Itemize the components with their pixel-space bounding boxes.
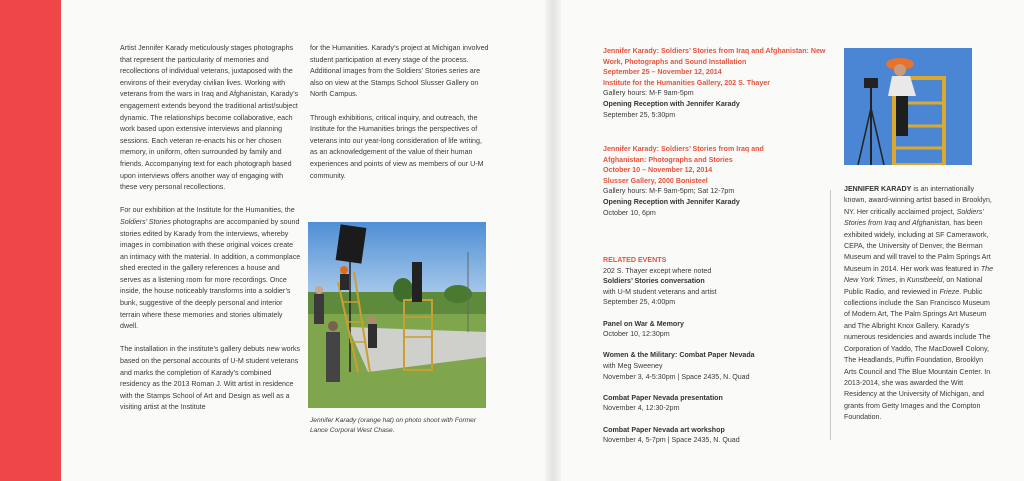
italic-title: Soldiers’ Stories from Iraq and Afghanistan, <box>844 207 984 228</box>
related-event <box>603 425 833 446</box>
related-event-title: Combat Paper Nevada art workshop <box>603 425 725 434</box>
event-2-hours: Gallery hours: M-F 9am-5pm; Sat 12-7pm <box>603 187 735 196</box>
related-event <box>603 276 833 308</box>
related-event-line: November 4, 5-7pm | Space 2435, N. Quad <box>603 436 740 445</box>
italic-title: Kunstbeeld <box>906 276 943 285</box>
left-text-column <box>120 43 302 426</box>
photo-caption: Jennifer Karady (orange hat) on photo shoot with Former Lance Corporal West Chase. <box>310 417 477 434</box>
artist-bio <box>844 184 994 424</box>
related-events-heading: RELATED EVENTS <box>603 256 667 264</box>
related-event-title: Panel on War & Memory <box>603 319 684 328</box>
event-1-title: Jennifer Karady: Soldiers’ Stories from Iraq and Afghanistan: New Work, Photographs and Sound Installation <box>603 47 826 66</box>
italic-title: Soldiers’ Stories <box>120 217 171 226</box>
artist-name: JENNIFER KARADY <box>844 185 912 193</box>
paragraph-outreach: Through exhibitions, critical inquiry, and outreach, the Institute for the Humanities brings the perspectives of veterans into our year-long consideration of life writing, as an acknowledgement of the value of their human experiences and points of view as members of our U-M community. <box>310 113 484 180</box>
related-event-line: October 10, 12:30pm <box>603 330 670 339</box>
event-1-dates: September 25 – November 12, 2014 <box>603 68 722 77</box>
related-event-line: with Meg Sweeney <box>603 361 663 370</box>
related-event-title: Soldiers’ Stories conversation <box>603 277 705 286</box>
related-event-line: November 3, 4-5:30pm | Space 2435, N. Quad <box>603 372 750 381</box>
related-events <box>603 255 833 456</box>
related-event-line: September 25, 4:00pm <box>603 298 676 307</box>
event-1-reception-date: September 25, 5:30pm <box>603 110 676 119</box>
text-run: , in <box>895 276 907 285</box>
red-side-bar <box>0 0 61 481</box>
event-1-venue: Institute for the Humanities Gallery, 202 S. Thayer <box>603 78 771 87</box>
photo-shoot-illustration <box>308 222 486 408</box>
event-2 <box>603 144 833 218</box>
text-run: photographs are accompanied by sound stories edited by Karady from the interviews, whereby images in combination with these original voices create an intimacy with the material. In addition, a commonplace shed erected in the gallery references a house and serves as a listening room for more recordings. Once inside, the house noticeably transforms into a soldier’s bunk, suggestive of the deeply personal and interior terrain where these memories and stories ultimately dwell. <box>120 217 301 331</box>
event-2-reception-date: October 10, 6pm <box>603 208 656 217</box>
related-event <box>603 393 833 414</box>
text-run: , on National Public Radio, and reviewed in <box>844 276 983 296</box>
photo-shoot-image <box>308 222 486 408</box>
related-event-line: November 4, 12:30-2pm <box>603 404 680 413</box>
event-2-reception: Opening Reception with Jennifer Karady <box>603 197 740 206</box>
related-event <box>603 319 833 340</box>
event-1-hours: Gallery hours: M-F 9am-5pm <box>603 89 694 98</box>
related-events-subheading: 202 S. Thayer except where noted <box>603 266 712 275</box>
artist-on-ladder-illustration <box>844 48 972 165</box>
artist-photo <box>844 48 972 165</box>
column-divider <box>830 190 831 440</box>
paragraph-intro: Artist Jennifer Karady meticulously stages photographs that represent the particularity of memories and recollections of individual veterans, juxtaposed with the environs of their everyday civilian lives. Working with veterans from the wars in Iraq and Afghanistan, Karady’s engagement extends beyond the traditional artist/subject dynamic. The relationships become collaborative, each work based upon extensive interviews and planning sessions. Each veteran re-enacts his or her chosen memory, in uniform, often surrounded by family and friends. Accompanying text for each photograph based upon interviews offers another way of engaging with these very personal recollections. <box>120 44 299 192</box>
middle-text-column <box>310 43 490 194</box>
text-run: . Public collections include the San Francisco Museum of Modern Art, The Palm Springs Art Museum and The Albright Knox Gallery. Karady’s numerous residencies and awards include The Corporation of Yaddo, The MacDowell Colony, The Headlands, Puffin Foundation, Brooklyn Arts Council and The Blue Mountain Center. In 2013-2014, she was awarded the Witt Residency at the University of Michigan, and grants from Getty Images and the Compton Foundation. <box>844 287 991 422</box>
related-event-line: with U-M student veterans and artist <box>603 287 717 296</box>
italic-title: Frieze <box>939 287 960 296</box>
event-2-dates: October 10 – November 12, 2014 <box>603 166 713 175</box>
paragraph-exhibition <box>120 205 302 333</box>
text-run: For our exhibition at the Institute for the Humanities, the <box>120 206 295 215</box>
event-1-reception: Opening Reception with Jennifer Karady <box>603 99 740 108</box>
event-2-title: Jennifer Karady: Soldiers’ Stories from Iraq and Afghanistan: Photographs and Stories <box>603 145 764 164</box>
page-fold <box>545 0 561 481</box>
text-run: has been exhibited widely, including at SF Camerawork, CEPA, the University of Denver, the Berman Museum and will travel to the Palm Springs Art Museum in 2014. Her work was featured in <box>844 219 991 273</box>
event-1 <box>603 46 833 120</box>
italic-title: The New York Times <box>844 264 994 285</box>
related-event-title: Combat Paper Nevada presentation <box>603 393 723 402</box>
related-event-title: Women & the Military: Combat Paper Nevada <box>603 351 755 360</box>
text-run: is an internationally known, award-winning artist based in Brooklyn, NY. Her critically acclaimed project, <box>844 185 992 216</box>
event-2-venue: Slusser Gallery, 2000 Bonisteel <box>603 176 708 185</box>
paragraph-project: for the Humanities. Karady’s project at Michigan involved student participation at every stage of the process. Additional images from the Soldiers’ Stories series are also on view at the Stamps School Slusser Gallery on North Campus. <box>310 44 489 99</box>
related-event <box>603 350 833 382</box>
paragraph-installation: The installation in the institute’s gallery debuts new works based on the personal accounts of U-M student veterans and marks the completion of Karady’s combined residency as the 2013 Roman J. Witt artist in residence with the Stamps School of Art and Design as well as a visiting artist at the Institute <box>120 345 301 412</box>
